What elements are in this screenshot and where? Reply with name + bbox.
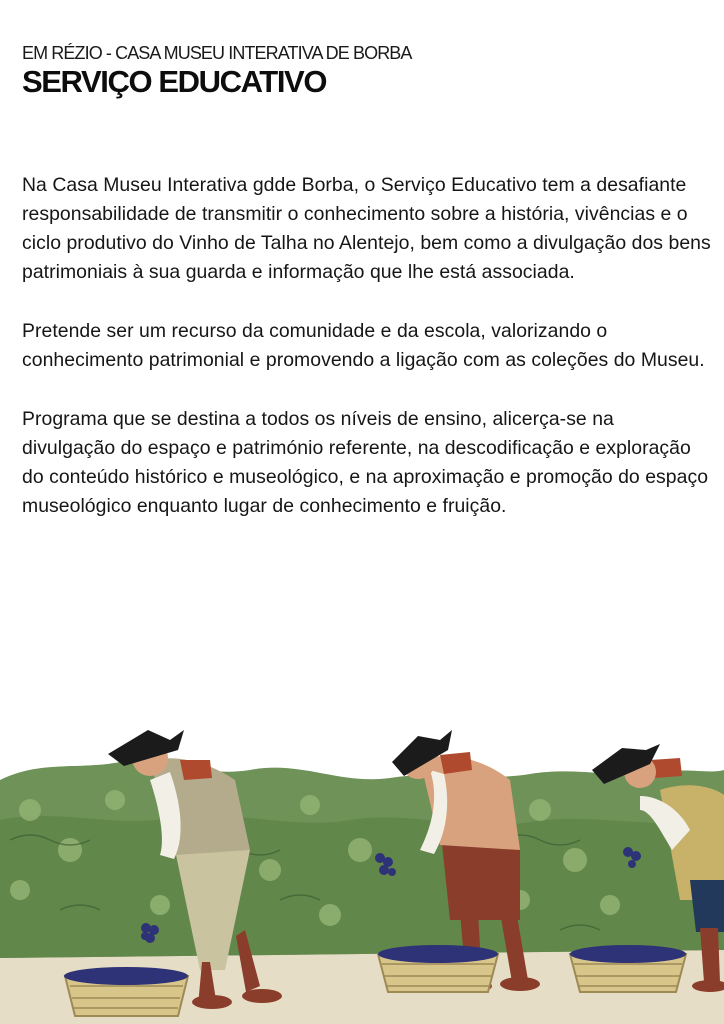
paragraph-2: Pretende ser um recurso da comunidade e da escola, valorizando o conhecimento patrimonial e promovendo a ligação com as coleções do Museu. xyxy=(22,320,705,371)
harvest-scene-svg xyxy=(0,700,724,1024)
basket-3 xyxy=(570,945,686,992)
paragraph-3: Programa que se destina a todos os níveis de ensino, alicerça-se na divulgação do espaço e património referente, na descodificação e exploração do conteúdo histórico e museológico, e na aproximação e promoção do espaço museológico enquanto lugar de conhecimento e fruição. xyxy=(22,408,709,517)
page-header xyxy=(22,42,702,100)
basket-2 xyxy=(378,945,498,992)
museum-kicker: EM RÉZIO - CASA MUSEU INTERATIVA DE BORBA xyxy=(22,43,412,63)
basket-1 xyxy=(64,967,188,1016)
paragraph-1: Na Casa Museu Interativa gdde Borba, o Serviço Educativo tem a desafiante responsabilidade de transmitir o conhecimento sobre a história, vivências e o ciclo produtivo do Vinho de Talha no Alentejo, bem como a divulgação dos bens patrimoniais à sua guarda e informação que lhe está associada. xyxy=(22,174,711,283)
grape-harvest-illustration xyxy=(0,700,724,1024)
intro-text xyxy=(22,171,712,551)
page-title: SERVIÇO EDUCATIVO xyxy=(22,64,327,99)
vine-hedge xyxy=(0,761,724,958)
